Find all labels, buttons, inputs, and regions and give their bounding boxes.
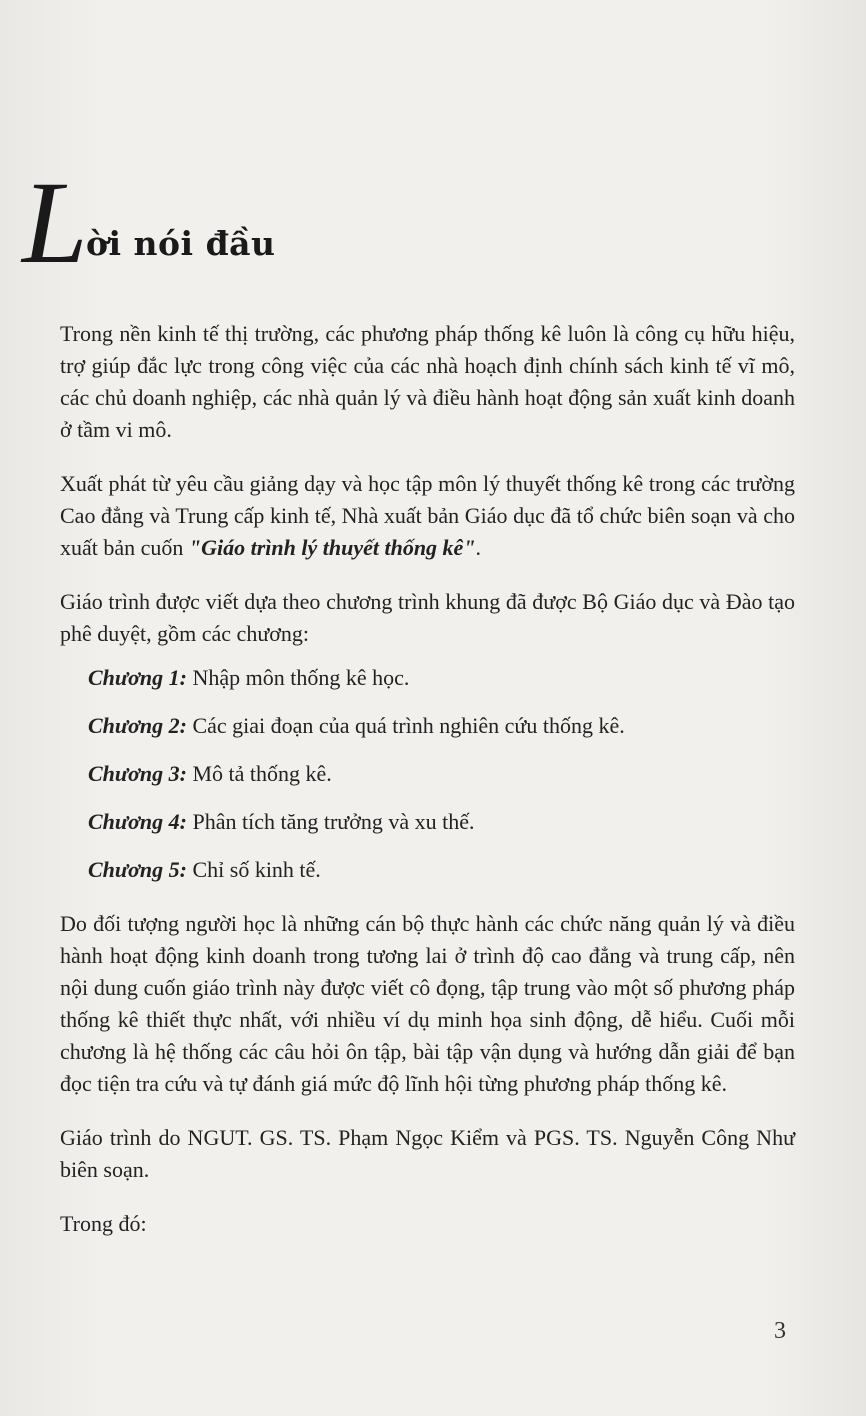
paragraph-origin-end: . [475, 535, 482, 560]
paragraph-whereby: Trong đó: [60, 1211, 147, 1236]
body-text [60, 318, 795, 1240]
chapter-title: Chỉ số kinh tế. [186, 857, 321, 882]
title-drop-letter: L [22, 157, 88, 288]
paragraph-audience: Do đối tượng người học là những cán bộ thực hành các chức năng quản lý và điều hành hoạt động kinh doanh trong tương lai ở trình độ cao đẳng và trung cấp, nên nội dung cuốn giáo trình này được viết cô đọng, tập trung vào một số phương pháp thống kê thiết thực nhất, với nhiều ví dụ minh họa sinh động, dễ hiểu. Cuối mỗi chương là hệ thống các câu hỏi ôn tập, bài tập vận dụng và hướng dẫn giải để bạn đọc tiện tra cứu và tự đánh giá mức độ lĩnh hội từng phương pháp thống kê. [60, 911, 795, 1096]
title-text: ời nói đầu [86, 224, 276, 263]
chapter-title: Mô tả thống kê. [186, 761, 332, 786]
chapter-label: Chương 2: [88, 713, 187, 738]
page-title [22, 157, 422, 288]
chapter-item [88, 854, 795, 886]
chapter-label: Chương 3: [88, 761, 187, 786]
chapter-label: Chương 5: [88, 857, 187, 882]
chapter-item [88, 662, 795, 694]
chapter-label: Chương 4: [88, 809, 187, 834]
chapter-item [88, 758, 795, 790]
paragraph-origin [60, 468, 795, 564]
chapter-label: Chương 1: [88, 665, 187, 690]
chapter-title: Phân tích tăng trưởng và xu thế. [186, 809, 475, 834]
paragraph-curriculum: Giáo trình được viết dựa theo chương trình khung đã được Bộ Giáo dục và Đào tạo phê duyệt, gồm các chương: [60, 589, 795, 646]
page-number: 3 [774, 1318, 786, 1344]
chapter-title: Các giai đoạn của quá trình nghiên cứu thống kê. [186, 713, 625, 738]
chapter-item [88, 710, 795, 742]
paragraph-intro: Trong nền kinh tế thị trường, các phương pháp thống kê luôn là công cụ hữu hiệu, trợ giúp đắc lực trong công việc của các nhà hoạch định chính sách kinh tế vĩ mô, các chủ doanh nghiệp, các nhà quản lý và điều hành hoạt động sản xuất kinh doanh ở tầm vi mô. [60, 321, 795, 442]
paragraph-authors: Giáo trình do NGUT. GS. TS. Phạm Ngọc Kiểm và PGS. TS. Nguyễn Công Như biên soạn. [60, 1125, 795, 1182]
chapter-item [88, 806, 795, 838]
paragraph-origin-text: Xuất phát từ yêu cầu giảng dạy và học tập môn lý thuyết thống kê trong các trường Cao đẳng và Trung cấp kinh tế, Nhà xuất bản Giáo dục đã tổ chức biên soạn và cho xuất bản cuốn [60, 471, 795, 560]
chapter-title: Nhập môn thống kê học. [186, 665, 410, 690]
book-title-citation: "Giáo trình lý thuyết thống kê" [188, 535, 476, 560]
